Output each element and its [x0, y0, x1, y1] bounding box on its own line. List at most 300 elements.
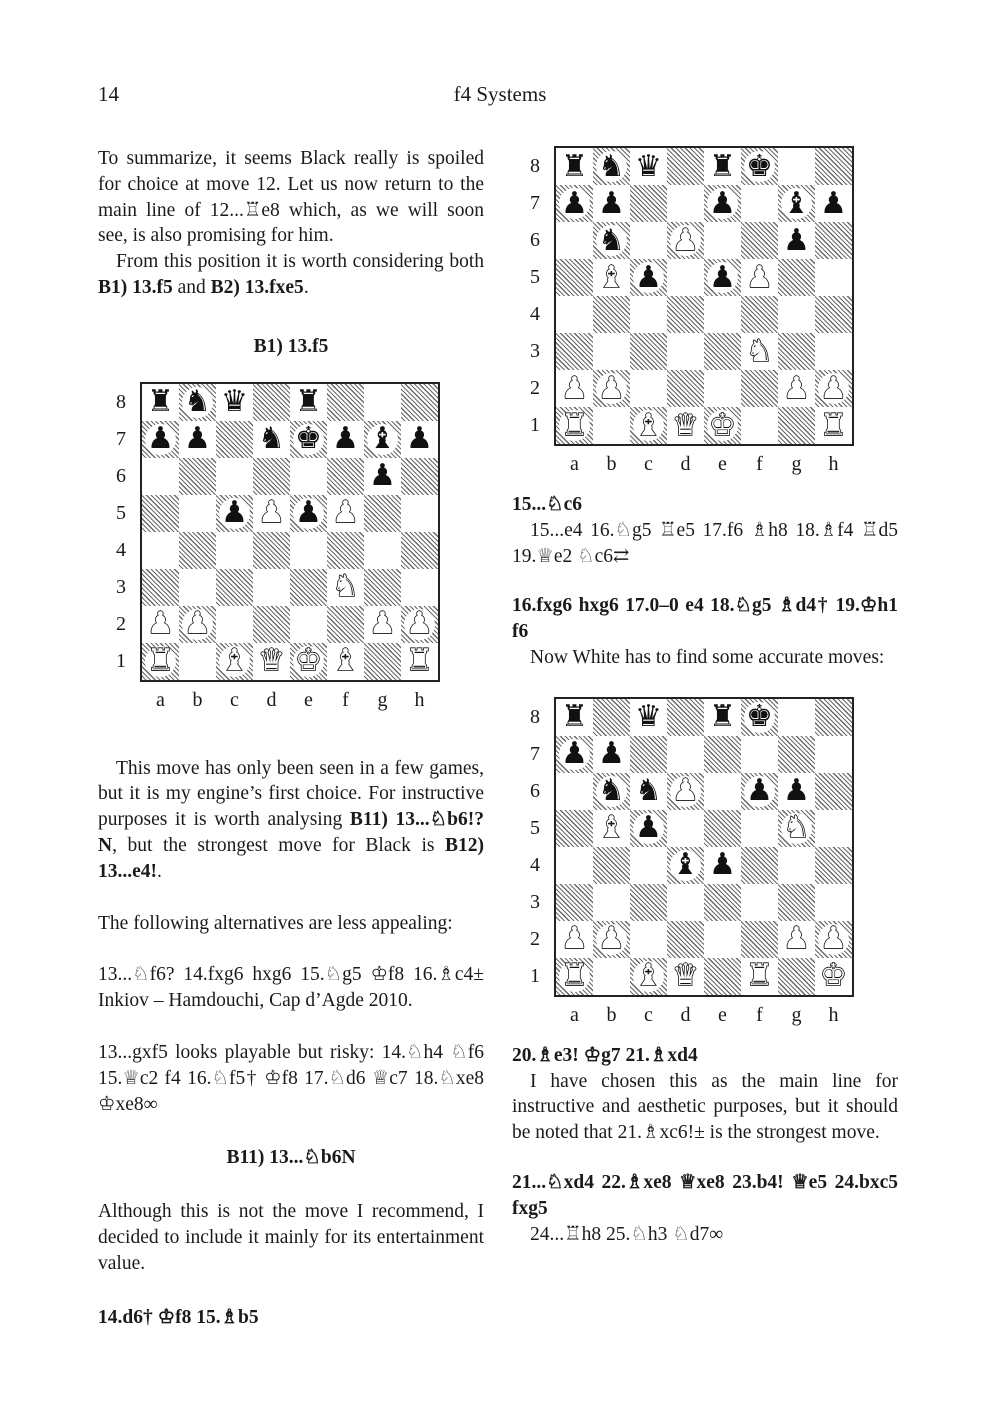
square-e8 — [704, 148, 741, 185]
square-d8 — [667, 699, 704, 736]
square-d2 — [253, 606, 290, 643]
white-rook-icon: ♜︎ — [746, 958, 773, 994]
variation-b2-link: B2) 13.fxe5 — [210, 276, 304, 298]
main-line-paragraph: I have chosen this as the main line for instructive and aesthetic purposes, but it should be noted that 21.♗xc6!± is the strongest move. — [512, 1070, 898, 1144]
black-rook-icon: ♜︎ — [561, 148, 588, 184]
rank-label: 2 — [116, 612, 126, 635]
square-a5 — [556, 810, 593, 847]
square-d1 — [667, 958, 704, 995]
rank-label: 1 — [530, 964, 540, 987]
square-e6 — [290, 458, 327, 495]
square-g2 — [364, 606, 401, 643]
square-a5 — [142, 495, 179, 532]
black-pawn-icon: ♟︎ — [783, 222, 810, 258]
square-g5 — [778, 259, 815, 296]
square-h1 — [401, 643, 438, 680]
black-pawn-icon: ♟︎ — [221, 495, 248, 531]
square-e6 — [704, 773, 741, 810]
square-g8 — [364, 384, 401, 421]
square-g6 — [778, 222, 815, 259]
square-b1 — [593, 958, 630, 995]
square-f8 — [741, 148, 778, 185]
square-f3 — [741, 884, 778, 921]
square-f3 — [741, 333, 778, 370]
black-king-icon: ♚︎ — [746, 148, 773, 184]
moves-21-heading: 21...♘xd4 22.♗xe8 ♕xe8 23.b4! ♕e5 24.bxc5 fxg5 — [512, 1171, 898, 1219]
square-a7 — [556, 185, 593, 222]
rank-label: 3 — [530, 890, 540, 913]
square-b5 — [593, 810, 630, 847]
square-b7 — [593, 736, 630, 773]
square-d8 — [667, 148, 704, 185]
square-a3 — [142, 569, 179, 606]
black-bishop-icon: ♝︎ — [783, 185, 810, 221]
white-pawn-icon: ♟︎ — [258, 495, 285, 531]
square-d7 — [667, 185, 704, 222]
square-d2 — [667, 370, 704, 407]
rank-label: 1 — [530, 414, 540, 436]
rank-label: 5 — [116, 501, 126, 524]
square-a1 — [142, 643, 179, 680]
square-b1 — [593, 407, 630, 444]
square-b3 — [179, 569, 216, 606]
white-pawn-icon: ♟︎ — [783, 370, 810, 406]
file-label: e — [304, 688, 313, 711]
square-e4 — [704, 296, 741, 333]
square-g2 — [778, 370, 815, 407]
black-pawn-icon: ♟︎ — [147, 421, 174, 457]
rank-label: 6 — [530, 779, 540, 802]
square-h3 — [815, 884, 852, 921]
black-king-icon: ♚︎ — [295, 421, 322, 457]
square-b3 — [593, 884, 630, 921]
square-d1 — [667, 407, 704, 444]
square-f6 — [327, 458, 364, 495]
white-queen-icon: ♛︎ — [672, 958, 699, 994]
white-king-icon: ♚︎ — [295, 643, 322, 679]
square-h4 — [815, 296, 852, 333]
intro-paragraph-2: From this position it is worth considering both B1) 13.f5 and B2) 13.fxe5. — [98, 251, 484, 298]
intro-paragraph-1: To summarize, it seems Black really is spoiled for choice at move 12. Let us now return to the main line of 12...♖e8 which, as we will soon see, is also promising for him. — [98, 148, 484, 247]
square-g1 — [364, 643, 401, 680]
square-h5 — [815, 810, 852, 847]
square-f4 — [741, 847, 778, 884]
square-e2 — [704, 921, 741, 958]
file-label: g — [377, 688, 388, 711]
black-rook-icon: ♜︎ — [561, 699, 588, 735]
file-label: a — [570, 1003, 579, 1026]
white-queen-icon: ♛︎ — [258, 643, 285, 679]
square-b6 — [179, 458, 216, 495]
rank-label: 4 — [530, 853, 540, 876]
black-bishop-icon: ♝︎ — [672, 847, 699, 883]
square-f1 — [741, 958, 778, 995]
square-c1 — [216, 643, 253, 680]
square-c4 — [630, 296, 667, 333]
square-h2 — [401, 606, 438, 643]
rank-label: 2 — [530, 927, 540, 950]
square-e5 — [704, 259, 741, 296]
square-f6 — [741, 773, 778, 810]
moves-20-heading: 20.♗e3! ♔g7 21.♗xd4 — [512, 1044, 698, 1066]
square-b3 — [593, 333, 630, 370]
square-d7 — [253, 421, 290, 458]
square-h2 — [815, 370, 852, 407]
square-g6 — [364, 458, 401, 495]
square-g1 — [778, 958, 815, 995]
white-rook-icon: ♜︎ — [147, 643, 174, 679]
square-e6 — [704, 222, 741, 259]
square-f5 — [327, 495, 364, 532]
alternatives-intro: The following alternatives are less appealing: — [98, 912, 453, 934]
black-queen-icon: ♛︎ — [635, 148, 662, 184]
black-rook-icon: ♜︎ — [709, 148, 736, 184]
square-e8 — [704, 699, 741, 736]
square-e2 — [704, 370, 741, 407]
right-column — [512, 146, 898, 1247]
white-rook-icon: ♜︎ — [820, 407, 847, 443]
file-label: f — [342, 688, 349, 711]
square-b4 — [593, 296, 630, 333]
square-g7 — [778, 185, 815, 222]
square-c2 — [630, 921, 667, 958]
move-24-line: 24...♖h8 25.♘h3 ♘d7∞ — [530, 1223, 724, 1245]
file-label: b — [606, 1003, 617, 1026]
alternative-line-2: 13...gxf5 looks playable but risky: 14.♘h4 ♘f6 15.♕c2 f4 16.♘f5† ♔f8 17.♘d6 ♕c7 18.♘xe8 ♔xe8∞ — [98, 1041, 484, 1115]
square-d5 — [253, 495, 290, 532]
black-pawn-icon: ♟︎ — [184, 421, 211, 457]
file-label: h — [414, 688, 425, 711]
square-f2 — [741, 370, 778, 407]
square-b8 — [179, 384, 216, 421]
square-a5 — [556, 259, 593, 296]
black-knight-icon: ♞︎ — [598, 148, 625, 184]
black-pawn-icon: ♟︎ — [746, 773, 773, 809]
rank-label: 3 — [530, 340, 540, 362]
white-bishop-icon: ♝︎ — [332, 643, 359, 679]
white-bishop-icon: ♝︎ — [221, 643, 248, 679]
square-e3 — [704, 333, 741, 370]
square-b6 — [593, 773, 630, 810]
white-pawn-icon: ♟︎ — [672, 222, 699, 258]
square-a2 — [556, 921, 593, 958]
white-pawn-icon: ♟︎ — [561, 921, 588, 957]
square-d6 — [667, 222, 704, 259]
square-c5 — [630, 810, 667, 847]
square-e7 — [290, 421, 327, 458]
black-pawn-icon: ♟︎ — [598, 736, 625, 772]
black-pawn-icon: ♟︎ — [406, 421, 433, 457]
move-15-heading: 15...♘c6 — [512, 494, 583, 515]
square-b8 — [593, 148, 630, 185]
white-rook-icon: ♜︎ — [561, 958, 588, 994]
white-pawn-icon: ♟︎ — [783, 921, 810, 957]
engine-paragraph: This move has only been seen in a few games, but it is my engine’s first choice. For instructive purposes it is worth analysing B11) 13...♘b6!?N, but the strongest move for Black is B12) 13...e4!. — [98, 757, 484, 882]
square-h8 — [401, 384, 438, 421]
square-h8 — [815, 699, 852, 736]
square-b2 — [593, 370, 630, 407]
black-queen-icon: ♛︎ — [635, 699, 662, 735]
white-knight-icon: ♞︎ — [332, 569, 359, 605]
square-h3 — [401, 569, 438, 606]
section-heading-b1: B1) 13.f5 — [253, 335, 329, 357]
square-a1 — [556, 407, 593, 444]
white-pawn-icon: ♟︎ — [598, 921, 625, 957]
rank-label: 7 — [530, 192, 540, 214]
square-h2 — [815, 921, 852, 958]
white-pawn-icon: ♟︎ — [598, 370, 625, 406]
square-a2 — [142, 606, 179, 643]
square-f4 — [327, 532, 364, 569]
black-pawn-icon: ♟︎ — [709, 847, 736, 883]
square-c3 — [630, 333, 667, 370]
black-knight-icon: ♞︎ — [598, 773, 625, 809]
square-f2 — [741, 921, 778, 958]
square-g7 — [364, 421, 401, 458]
file-label: g — [791, 1003, 802, 1026]
black-knight-icon: ♞︎ — [258, 421, 285, 457]
file-label: h — [828, 1003, 839, 1026]
square-c1 — [630, 407, 667, 444]
square-a4 — [142, 532, 179, 569]
square-d7 — [667, 736, 704, 773]
square-e1 — [290, 643, 327, 680]
square-b8 — [593, 699, 630, 736]
rank-label: 2 — [530, 377, 540, 399]
black-rook-icon: ♜︎ — [295, 384, 322, 420]
black-pawn-icon: ♟︎ — [295, 495, 322, 531]
running-title: f4 Systems — [453, 82, 547, 106]
square-h7 — [815, 185, 852, 222]
square-f6 — [741, 222, 778, 259]
square-c8 — [630, 148, 667, 185]
black-pawn-icon: ♟︎ — [598, 185, 625, 221]
square-h6 — [815, 773, 852, 810]
chess-board — [554, 146, 854, 446]
square-d5 — [667, 259, 704, 296]
white-knight-icon: ♞︎ — [746, 333, 773, 369]
square-g3 — [778, 333, 815, 370]
square-b2 — [593, 921, 630, 958]
square-d1 — [253, 643, 290, 680]
square-a4 — [556, 847, 593, 884]
square-g8 — [778, 148, 815, 185]
black-pawn-icon: ♟︎ — [561, 736, 588, 772]
square-d3 — [667, 884, 704, 921]
square-e4 — [290, 532, 327, 569]
square-a4 — [556, 296, 593, 333]
white-king-icon: ♚︎ — [820, 958, 847, 994]
square-a3 — [556, 333, 593, 370]
square-g2 — [778, 921, 815, 958]
page-number: 14 — [98, 82, 119, 106]
file-label: a — [156, 688, 165, 711]
square-f4 — [741, 296, 778, 333]
rank-label: 4 — [116, 538, 126, 561]
square-a6 — [556, 222, 593, 259]
white-pawn-icon: ♟︎ — [672, 773, 699, 809]
square-g3 — [364, 569, 401, 606]
rank-label: 8 — [530, 155, 540, 177]
square-c6 — [630, 773, 667, 810]
rank-label: 7 — [116, 427, 126, 450]
white-pawn-icon: ♟︎ — [746, 259, 773, 295]
square-g3 — [778, 884, 815, 921]
square-e5 — [290, 495, 327, 532]
chess-board — [140, 382, 440, 682]
square-f5 — [741, 259, 778, 296]
square-h6 — [815, 222, 852, 259]
file-label: b — [606, 453, 617, 475]
square-c1 — [630, 958, 667, 995]
square-a7 — [142, 421, 179, 458]
square-h4 — [815, 847, 852, 884]
alternative-line-1: 13...♘f6? 14.fxg6 hxg6 15.♘g5 ♔f8 16.♗c4± Inkiov – Hamdouchi, Cap d’Agde 2010. — [98, 964, 484, 1012]
square-g6 — [778, 773, 815, 810]
square-c3 — [216, 569, 253, 606]
square-c7 — [216, 421, 253, 458]
file-label: e — [718, 453, 727, 475]
square-c6 — [216, 458, 253, 495]
white-pawn-icon: ♟︎ — [184, 606, 211, 642]
b11-paragraph: Although this is not the move I recommend, I decided to include it mainly for its entertainment value. — [98, 1201, 484, 1274]
square-a1 — [556, 958, 593, 995]
square-g4 — [364, 532, 401, 569]
square-e4 — [704, 847, 741, 884]
square-c8 — [216, 384, 253, 421]
rank-label: 1 — [116, 649, 126, 672]
square-g7 — [778, 736, 815, 773]
black-king-icon: ♚︎ — [746, 699, 773, 735]
square-c7 — [630, 736, 667, 773]
square-f3 — [327, 569, 364, 606]
rank-label: 8 — [530, 705, 540, 728]
file-label: d — [266, 688, 277, 711]
square-e3 — [290, 569, 327, 606]
square-h4 — [401, 532, 438, 569]
file-label: g — [791, 453, 802, 475]
variation-b1-link: B1) 13.f5 — [98, 276, 173, 298]
square-c6 — [630, 222, 667, 259]
file-label: d — [680, 1003, 691, 1026]
square-h6 — [401, 458, 438, 495]
file-label: c — [644, 453, 653, 475]
square-d6 — [253, 458, 290, 495]
square-h5 — [401, 495, 438, 532]
square-h1 — [815, 958, 852, 995]
black-pawn-icon: ♟︎ — [783, 773, 810, 809]
square-c7 — [630, 185, 667, 222]
square-a8 — [556, 699, 593, 736]
file-label: a — [570, 453, 579, 475]
file-label: d — [680, 453, 691, 475]
square-g1 — [778, 407, 815, 444]
white-pawn-icon: ♟︎ — [820, 370, 847, 406]
square-e7 — [704, 185, 741, 222]
white-rook-icon: ♜︎ — [561, 407, 588, 443]
square-b4 — [593, 847, 630, 884]
white-pawn-icon: ♟︎ — [369, 606, 396, 642]
left-column — [98, 146, 484, 1330]
square-c2 — [630, 370, 667, 407]
square-f1 — [327, 643, 364, 680]
square-f1 — [741, 407, 778, 444]
square-a6 — [142, 458, 179, 495]
square-d4 — [667, 296, 704, 333]
white-rook-icon: ♜︎ — [406, 643, 433, 679]
white-bishop-icon: ♝︎ — [635, 407, 662, 443]
black-pawn-icon: ♟︎ — [369, 458, 396, 494]
square-e1 — [704, 958, 741, 995]
square-b6 — [593, 222, 630, 259]
square-a6 — [556, 773, 593, 810]
square-f8 — [327, 384, 364, 421]
white-pawn-icon: ♟︎ — [561, 370, 588, 406]
black-rook-icon: ♜︎ — [709, 699, 736, 735]
chess-diagram-move-19 — [524, 697, 898, 1039]
rank-label: 8 — [116, 390, 126, 413]
black-pawn-icon: ♟︎ — [709, 185, 736, 221]
square-d6 — [667, 773, 704, 810]
black-knight-icon: ♞︎ — [635, 773, 662, 809]
white-pawn-icon: ♟︎ — [147, 606, 174, 642]
square-e3 — [704, 884, 741, 921]
black-pawn-icon: ♟︎ — [820, 185, 847, 221]
square-d8 — [253, 384, 290, 421]
black-pawn-icon: ♟︎ — [709, 259, 736, 295]
square-a7 — [556, 736, 593, 773]
black-bishop-icon: ♝︎ — [369, 421, 396, 457]
black-pawn-icon: ♟︎ — [635, 810, 662, 846]
square-h1 — [815, 407, 852, 444]
file-label: e — [718, 1003, 727, 1026]
square-e2 — [290, 606, 327, 643]
black-rook-icon: ♜︎ — [147, 384, 174, 420]
white-bishop-icon: ♝︎ — [598, 259, 625, 295]
square-d2 — [667, 921, 704, 958]
square-b7 — [179, 421, 216, 458]
file-label: f — [756, 1003, 763, 1026]
rank-label: 4 — [530, 303, 540, 325]
white-bishop-icon: ♝︎ — [635, 958, 662, 994]
square-c4 — [216, 532, 253, 569]
square-g5 — [364, 495, 401, 532]
file-label: h — [828, 453, 839, 475]
moves-16-heading: 16.fxg6 hxg6 17.0–0 e4 18.♘g5 ♗d4† 19.♔h1 f6 — [512, 595, 898, 643]
square-g4 — [778, 847, 815, 884]
square-a2 — [556, 370, 593, 407]
square-h5 — [815, 259, 852, 296]
chess-diagram-b1 — [110, 382, 484, 724]
file-label: f — [756, 453, 763, 475]
black-knight-icon: ♞︎ — [598, 222, 625, 258]
square-g5 — [778, 810, 815, 847]
white-pawn-icon: ♟︎ — [332, 495, 359, 531]
file-label: b — [192, 688, 203, 711]
black-pawn-icon: ♟︎ — [561, 185, 588, 221]
square-f5 — [741, 810, 778, 847]
square-d4 — [253, 532, 290, 569]
square-e1 — [704, 407, 741, 444]
chess-diagram-move-15 — [524, 146, 898, 488]
section-heading-b11: B11) 13...♘b6N — [226, 1147, 356, 1169]
square-h7 — [815, 736, 852, 773]
square-e5 — [704, 810, 741, 847]
chess-board — [554, 697, 854, 997]
square-f7 — [327, 421, 364, 458]
square-a8 — [556, 148, 593, 185]
square-a8 — [142, 384, 179, 421]
